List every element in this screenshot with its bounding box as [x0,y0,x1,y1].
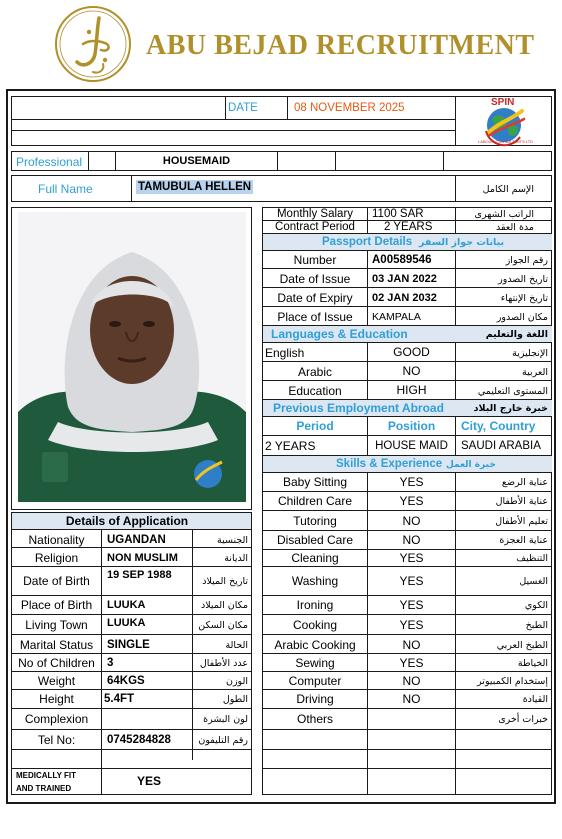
dob-value: 19 SEP 1988 [107,569,172,581]
date-value: 08 NOVEMBER 2025 [294,102,405,114]
lang-english-ar: الإنجليزية [512,348,548,359]
skill-sewing-ar: الخياطة [517,658,548,669]
lang-arabic-ar: العربية [522,367,548,378]
brand-name: ABU BEJAD RECRUITMENT [146,30,535,61]
employment-position-value: HOUSE MAID [375,440,448,452]
lang-english-value: GOOD [393,345,430,359]
tel-label: Tel No: [37,733,76,747]
languages-title-ar: اللغة والتعليم [485,329,548,340]
education-label: Education [288,384,342,398]
passport-issue-ar: تاريخ الصدور [498,274,548,285]
marital-status-ar: الحالة [225,640,248,651]
height-ar: الطول [222,694,248,705]
medical-value: YES [137,774,162,788]
skill-children-care-label: Children Care [277,494,353,508]
education-ar: المستوى التعليمي [477,386,548,397]
languages-title: Languages & Education [271,327,408,341]
skill-children-care-ar: عناية الأطفال [495,496,548,507]
spin-logo-subtext: LABOUR CONSULTANTS LTD [478,139,534,144]
medical-label-line2: AND TRAINED [16,784,72,793]
skill-baby-sitting-value: YES [399,475,424,489]
height-label: Height [39,692,74,706]
full-name-value: TAMUBULA HELLEN [138,181,252,193]
employment-period-value: 2 YEARS [265,439,316,453]
brand-monogram-logo [53,4,133,84]
contract-ar: مدة العقد [496,222,534,233]
skill-tutoring-value: NO [402,514,421,528]
contract-value: 2 YEARS [384,221,433,233]
employment-header-position: Position [387,419,436,433]
candidate-portrait-photo [18,212,246,502]
living-town-label: Living Town [25,618,88,632]
children-ar: عدد الأطفال [199,658,248,669]
employment-country-value: SAUDI ARABIA [461,440,541,452]
skill-washing-ar: الغسيل [519,576,548,587]
header-block [11,96,552,146]
employment-title: Previous Employment Abroad [273,401,444,415]
marital-status-label: Marital Status [19,638,94,652]
skill-others-ar: خبرات أخرى [498,714,548,725]
skill-cleaning-label: Cleaning [291,551,339,565]
skill-disabled-care-label: Disabled Care [276,533,354,547]
passport-place-label: Place of Issue [277,310,353,324]
skill-baby-sitting-label: Baby Sitting [282,475,348,489]
skill-washing-label: Washing [291,574,339,588]
place-of-birth-label: Place of Birth [20,598,93,612]
nationality-value: UGANDAN [107,534,166,546]
skill-sewing-value: YES [399,656,424,670]
weight-label: Weight [37,674,76,688]
skill-sewing-label: Sewing [295,656,335,670]
lang-arabic-label: Arabic [297,365,332,379]
education-value: HIGH [396,383,427,397]
children-value: 3 [107,657,114,669]
nationality-label: Nationality [28,533,85,547]
employment-title-ar: خبرة خارج البلاد [473,403,548,414]
height-value: 5.4FT [104,693,135,705]
children-label: No of Children [18,656,95,670]
date-label: DATE [228,102,258,114]
skill-arabic-cooking-label: Arabic Cooking [274,638,356,652]
nationality-ar: الجنسية [217,535,248,546]
religion-ar: الديانة [224,553,248,564]
skill-children-care-value: YES [399,494,424,508]
skill-disabled-care-ar: عناية العجزة [499,535,548,546]
skill-cooking-value: YES [399,618,424,632]
lang-arabic-value: NO [402,364,421,378]
passport-number-ar: رقم الجواز [505,255,548,266]
weight-value: 64KGS [107,675,145,687]
skill-driving-label: Driving [296,692,334,706]
skill-disabled-care-value: NO [402,533,421,547]
salary-value: 1100 SAR [372,208,424,220]
skill-computer-ar: إستخدام الكمبيوتر [477,676,548,687]
skill-cooking-ar: الطبخ [525,620,548,631]
living-town-ar: مكان السكن [198,620,248,631]
professional-row [11,151,552,171]
passport-title-ar: بيانات جواز السفر [419,237,505,248]
skill-tutoring-label: Tutoring [293,514,337,528]
calligraphy-monogram-icon [53,4,133,84]
spin-logo-text: SPIN [491,97,515,108]
skill-baby-sitting-ar: عناية الرضع [501,477,548,488]
place-of-birth-value: LUUKA [107,599,146,611]
skill-arabic-cooking-value: NO [402,638,421,652]
skill-computer-value: NO [402,674,421,688]
application-title: Details of Application [65,514,189,528]
passport-title: Passport Details [322,236,413,248]
passport-place-ar: مكان الصدور [496,312,548,323]
contract-label: Contract Period [275,221,355,233]
skills-title: Skills & Experience [336,458,443,470]
professional-value: HOUSEMAID [162,155,231,167]
skills-title-ar: خبرة العمل [446,460,496,470]
employment-header-country: City, Country [461,419,536,433]
marital-status-value: SINGLE [107,639,150,651]
skill-cleaning-value: YES [399,551,424,565]
passport-number-label: Number [293,253,337,267]
place-of-birth-ar: مكان الميلاد [200,600,248,611]
skill-ironing-value: YES [399,598,424,612]
skill-tutoring-ar: تعليم الأطفال [495,516,548,527]
salary-label: Monthly Salary [276,208,354,220]
living-town-value: LUUKA [107,617,146,629]
medical-label-line1: MEDICALLY FIT [16,771,77,780]
passport-expiry-ar: تاريخ الإنتهاء [500,293,548,304]
dob-label: Date of Birth [23,574,90,588]
religion-label: Religion [34,551,79,565]
skill-cleaning-ar: التنظيف [516,553,548,564]
skill-cooking-label: Cooking [292,618,338,632]
salary-ar: الراتب الشهرى [474,209,534,220]
skill-arabic-cooking-ar: الطبخ العربي [496,640,548,651]
passport-issue-label: Date of Issue [279,272,351,286]
lang-english-label: English [265,346,305,360]
tel-value: 0745284828 [107,734,171,746]
professional-label: Professional [16,155,83,169]
skill-washing-value: YES [399,574,424,588]
skill-others-label: Others [296,712,333,726]
skill-ironing-ar: الكوي [524,600,548,611]
tel-ar: رقم التليفون [198,735,248,746]
spin-globe-logo [474,97,534,147]
passport-expiry-label: Date of Expiry [277,291,353,305]
skill-driving-ar: القيادة [522,694,548,705]
full-name-ar: الإسم الكامل [482,184,534,195]
full-name-label: Full Name [38,182,93,196]
religion-value: NON MUSLIM [107,552,178,564]
skill-ironing-label: Ironing [296,598,334,612]
complexion-label: Complexion [24,712,89,726]
passport-number-value: A00589546 [372,254,432,266]
passport-issue-value: 03 JAN 2022 [372,273,437,285]
complexion-ar: لون البشرة [203,714,248,725]
passport-place-value: KAMPALA [372,311,421,323]
dob-ar: تاريخ الميلاد [202,576,248,587]
skill-computer-label: Computer [288,674,342,688]
weight-ar: الوزن [225,676,248,687]
skill-driving-value: NO [402,692,421,706]
passport-expiry-value: 02 JAN 2032 [372,292,437,304]
employment-header-period: Period [296,419,334,433]
